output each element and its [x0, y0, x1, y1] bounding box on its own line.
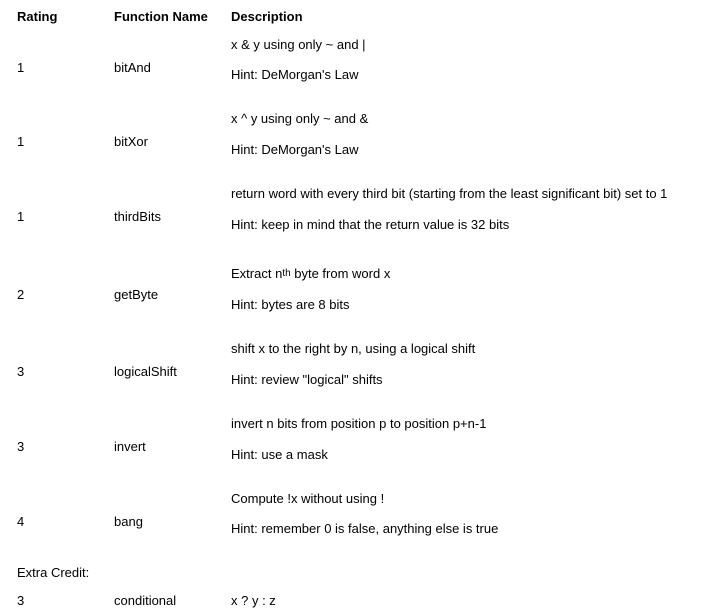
- row-getbyte-description: [231, 266, 390, 284]
- row-bang-rating: 4: [17, 514, 25, 529]
- row-invert-rating: 3: [17, 439, 25, 454]
- row-logicalshift-function-name: logicalShift: [114, 364, 177, 379]
- desc-part: byte from word x: [290, 266, 391, 281]
- header-description: Description: [231, 9, 303, 24]
- header-rating: Rating: [17, 9, 58, 24]
- row-bang-description: Compute !x without using !: [231, 491, 385, 506]
- row-thirdbits-description: return word with every third bit (starting from the least significant bit) set to 1: [231, 186, 668, 201]
- row-bitand-description: x & y using only ~ and |: [231, 37, 366, 52]
- row-bitand-function-name: bitAnd: [114, 60, 151, 75]
- row-bitxor-rating: 1: [17, 134, 25, 149]
- row-thirdbits-rating: 1: [17, 209, 25, 224]
- row-getbyte-hint: Hint: bytes are 8 bits: [231, 297, 350, 312]
- row-bitxor-description: x ^ y using only ~ and &: [231, 111, 369, 126]
- row-logicalshift-description: shift x to the right by n, using a logical shift: [231, 341, 476, 356]
- row-bitand-rating: 1: [17, 60, 25, 75]
- header-function-name: Function Name: [114, 9, 208, 24]
- row-bitxor-hint: Hint: DeMorgan's Law: [231, 142, 359, 157]
- row-bang-hint: Hint: remember 0 is false, anything else is true: [231, 521, 499, 536]
- row-logicalshift-hint: Hint: review "logical" shifts: [231, 372, 383, 387]
- row-logicalshift-rating: 3: [17, 364, 25, 379]
- row-thirdbits-function-name: thirdBits: [114, 209, 161, 224]
- row-invert-hint: Hint: use a mask: [231, 447, 328, 462]
- extra-credit-label: Extra Credit:: [17, 565, 90, 580]
- row-conditional-description: x ? y : z: [231, 593, 276, 608]
- row-conditional-function-name: conditional: [114, 593, 177, 608]
- row-bitxor-function-name: bitXor: [114, 134, 148, 149]
- row-invert-function-name: invert: [114, 439, 146, 454]
- ordinal-superscript: th: [282, 268, 291, 279]
- row-bitand-hint: Hint: DeMorgan's Law: [231, 67, 359, 82]
- row-invert-description: invert n bits from position p to position p+n-1: [231, 416, 487, 431]
- row-thirdbits-hint: Hint: keep in mind that the return value is 32 bits: [231, 217, 510, 232]
- row-getbyte-function-name: getByte: [114, 287, 159, 302]
- desc-part: Extract n: [231, 266, 283, 281]
- row-bang-function-name: bang: [114, 514, 143, 529]
- row-conditional-rating: 3: [17, 593, 25, 608]
- row-getbyte-rating: 2: [17, 287, 25, 302]
